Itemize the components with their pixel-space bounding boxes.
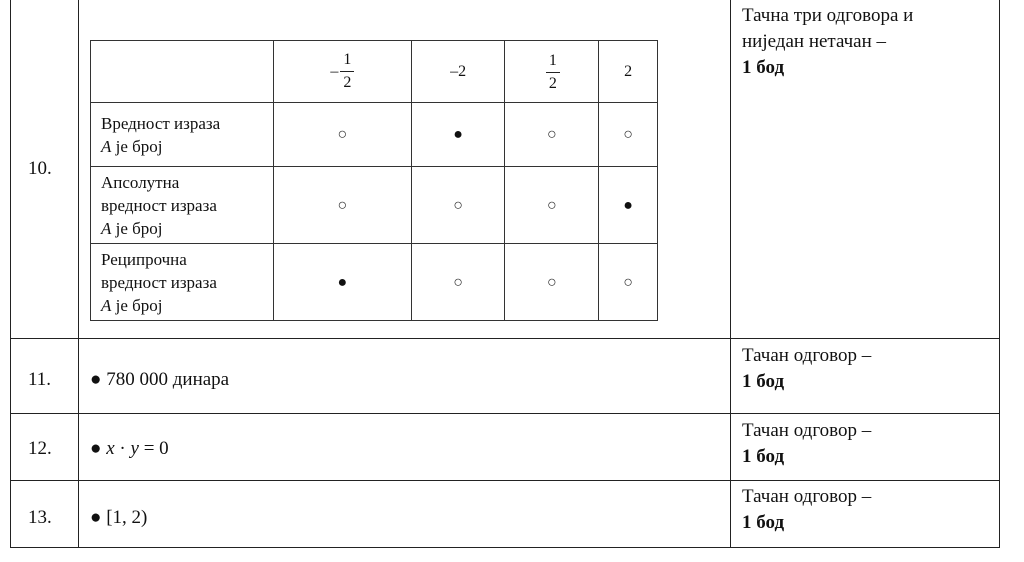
fraction-sign: – bbox=[330, 63, 339, 80]
row-number: 12. bbox=[28, 438, 52, 459]
label-line: Апсолутна bbox=[101, 172, 180, 192]
option-circle-empty: ○ bbox=[505, 244, 599, 321]
label-line: вредност израза bbox=[101, 272, 217, 292]
answer-equals: = 0 bbox=[143, 438, 169, 459]
label-variable: A bbox=[101, 218, 112, 238]
grid-row-divider-11-12 bbox=[10, 413, 1000, 414]
label-line: вредност израза bbox=[101, 195, 217, 215]
fraction-body bbox=[546, 50, 560, 95]
option-circle-empty: ○ bbox=[505, 167, 599, 244]
option-circle-empty: ○ bbox=[274, 103, 412, 167]
score-text: Тачан одговор – bbox=[742, 486, 872, 507]
row-label-value bbox=[91, 103, 274, 167]
grid-row-divider-10-11 bbox=[10, 338, 1000, 339]
fraction-numerator: 1 bbox=[340, 49, 354, 72]
grid-divider-number bbox=[78, 0, 79, 548]
header-cell-half bbox=[505, 41, 599, 103]
score-points: 1 бод bbox=[742, 57, 785, 78]
option-circle-filled: ● bbox=[599, 167, 658, 244]
answer-text bbox=[90, 437, 169, 461]
header-cell-minus-half bbox=[274, 41, 412, 103]
grid-right-border bbox=[999, 0, 1000, 548]
label-line: Вредност израза bbox=[101, 113, 221, 133]
answer-table-header-row bbox=[91, 41, 658, 103]
label-suffix: је број bbox=[111, 136, 163, 156]
row-number: 11. bbox=[28, 369, 52, 390]
grid-left-border bbox=[10, 0, 11, 548]
answer-table bbox=[90, 40, 658, 321]
option-circle-empty: ○ bbox=[274, 167, 412, 244]
answer-value: [1, 2) bbox=[106, 507, 148, 528]
fraction-denominator: 2 bbox=[548, 74, 557, 92]
answer-operator: · bbox=[119, 438, 126, 459]
grid-divider-score bbox=[730, 0, 731, 548]
fraction-body bbox=[340, 49, 354, 94]
score-points: 1 бод bbox=[742, 512, 785, 533]
answer-variable-x: x bbox=[106, 438, 115, 459]
fraction-minus-one-half bbox=[330, 49, 354, 94]
bullet-icon: ● bbox=[90, 507, 102, 528]
option-circle-filled: ● bbox=[274, 244, 412, 321]
answer-text bbox=[90, 368, 229, 392]
score-points: 1 бод bbox=[742, 371, 785, 392]
label-variable: A bbox=[101, 295, 112, 315]
row-number: 10. bbox=[28, 158, 52, 179]
score-text: ниједан нетачан – bbox=[742, 31, 887, 52]
label-line: Реципрочна bbox=[101, 249, 187, 269]
header-cell-minus-two: –2 bbox=[411, 41, 505, 103]
fraction-one-half bbox=[544, 50, 560, 95]
label-line bbox=[101, 294, 273, 317]
answer-table-corner-cell bbox=[91, 41, 274, 103]
bullet-icon: ● bbox=[90, 369, 102, 390]
option-circle-empty: ○ bbox=[505, 103, 599, 167]
option-circle-empty: ○ bbox=[411, 244, 505, 321]
answer-table-row bbox=[91, 167, 658, 244]
score-text: Тачан одговор – bbox=[742, 420, 872, 441]
row-number: 13. bbox=[28, 507, 52, 528]
answer-value: 780 000 динара bbox=[106, 369, 230, 390]
option-circle-empty: ○ bbox=[599, 103, 658, 167]
label-variable: A bbox=[101, 136, 112, 156]
answer-table-row bbox=[91, 103, 658, 167]
grid-row-divider-12-13 bbox=[10, 480, 1000, 481]
score-text: Тачан одговор – bbox=[742, 345, 872, 366]
label-suffix: је број bbox=[111, 218, 163, 238]
label-line bbox=[101, 135, 273, 158]
score-points: 1 бод bbox=[742, 446, 785, 467]
header-cell-two: 2 bbox=[599, 41, 658, 103]
answer-table-row bbox=[91, 244, 658, 321]
bullet-icon: ● bbox=[90, 438, 102, 459]
option-circle-empty: ○ bbox=[599, 244, 658, 321]
grid-bottom-border bbox=[10, 547, 1000, 548]
row-label-reciprocal-value bbox=[91, 244, 274, 321]
answer-text bbox=[90, 506, 147, 530]
fraction-numerator: 1 bbox=[546, 50, 560, 73]
row-label-absolute-value bbox=[91, 167, 274, 244]
option-circle-empty: ○ bbox=[411, 167, 505, 244]
score-text: Тачна три одговора и bbox=[742, 5, 914, 26]
answer-variable-y: y bbox=[130, 438, 139, 459]
label-line bbox=[101, 217, 273, 240]
option-circle-filled: ● bbox=[411, 103, 505, 167]
fraction-denominator: 2 bbox=[343, 74, 352, 91]
label-suffix: је број bbox=[111, 295, 163, 315]
